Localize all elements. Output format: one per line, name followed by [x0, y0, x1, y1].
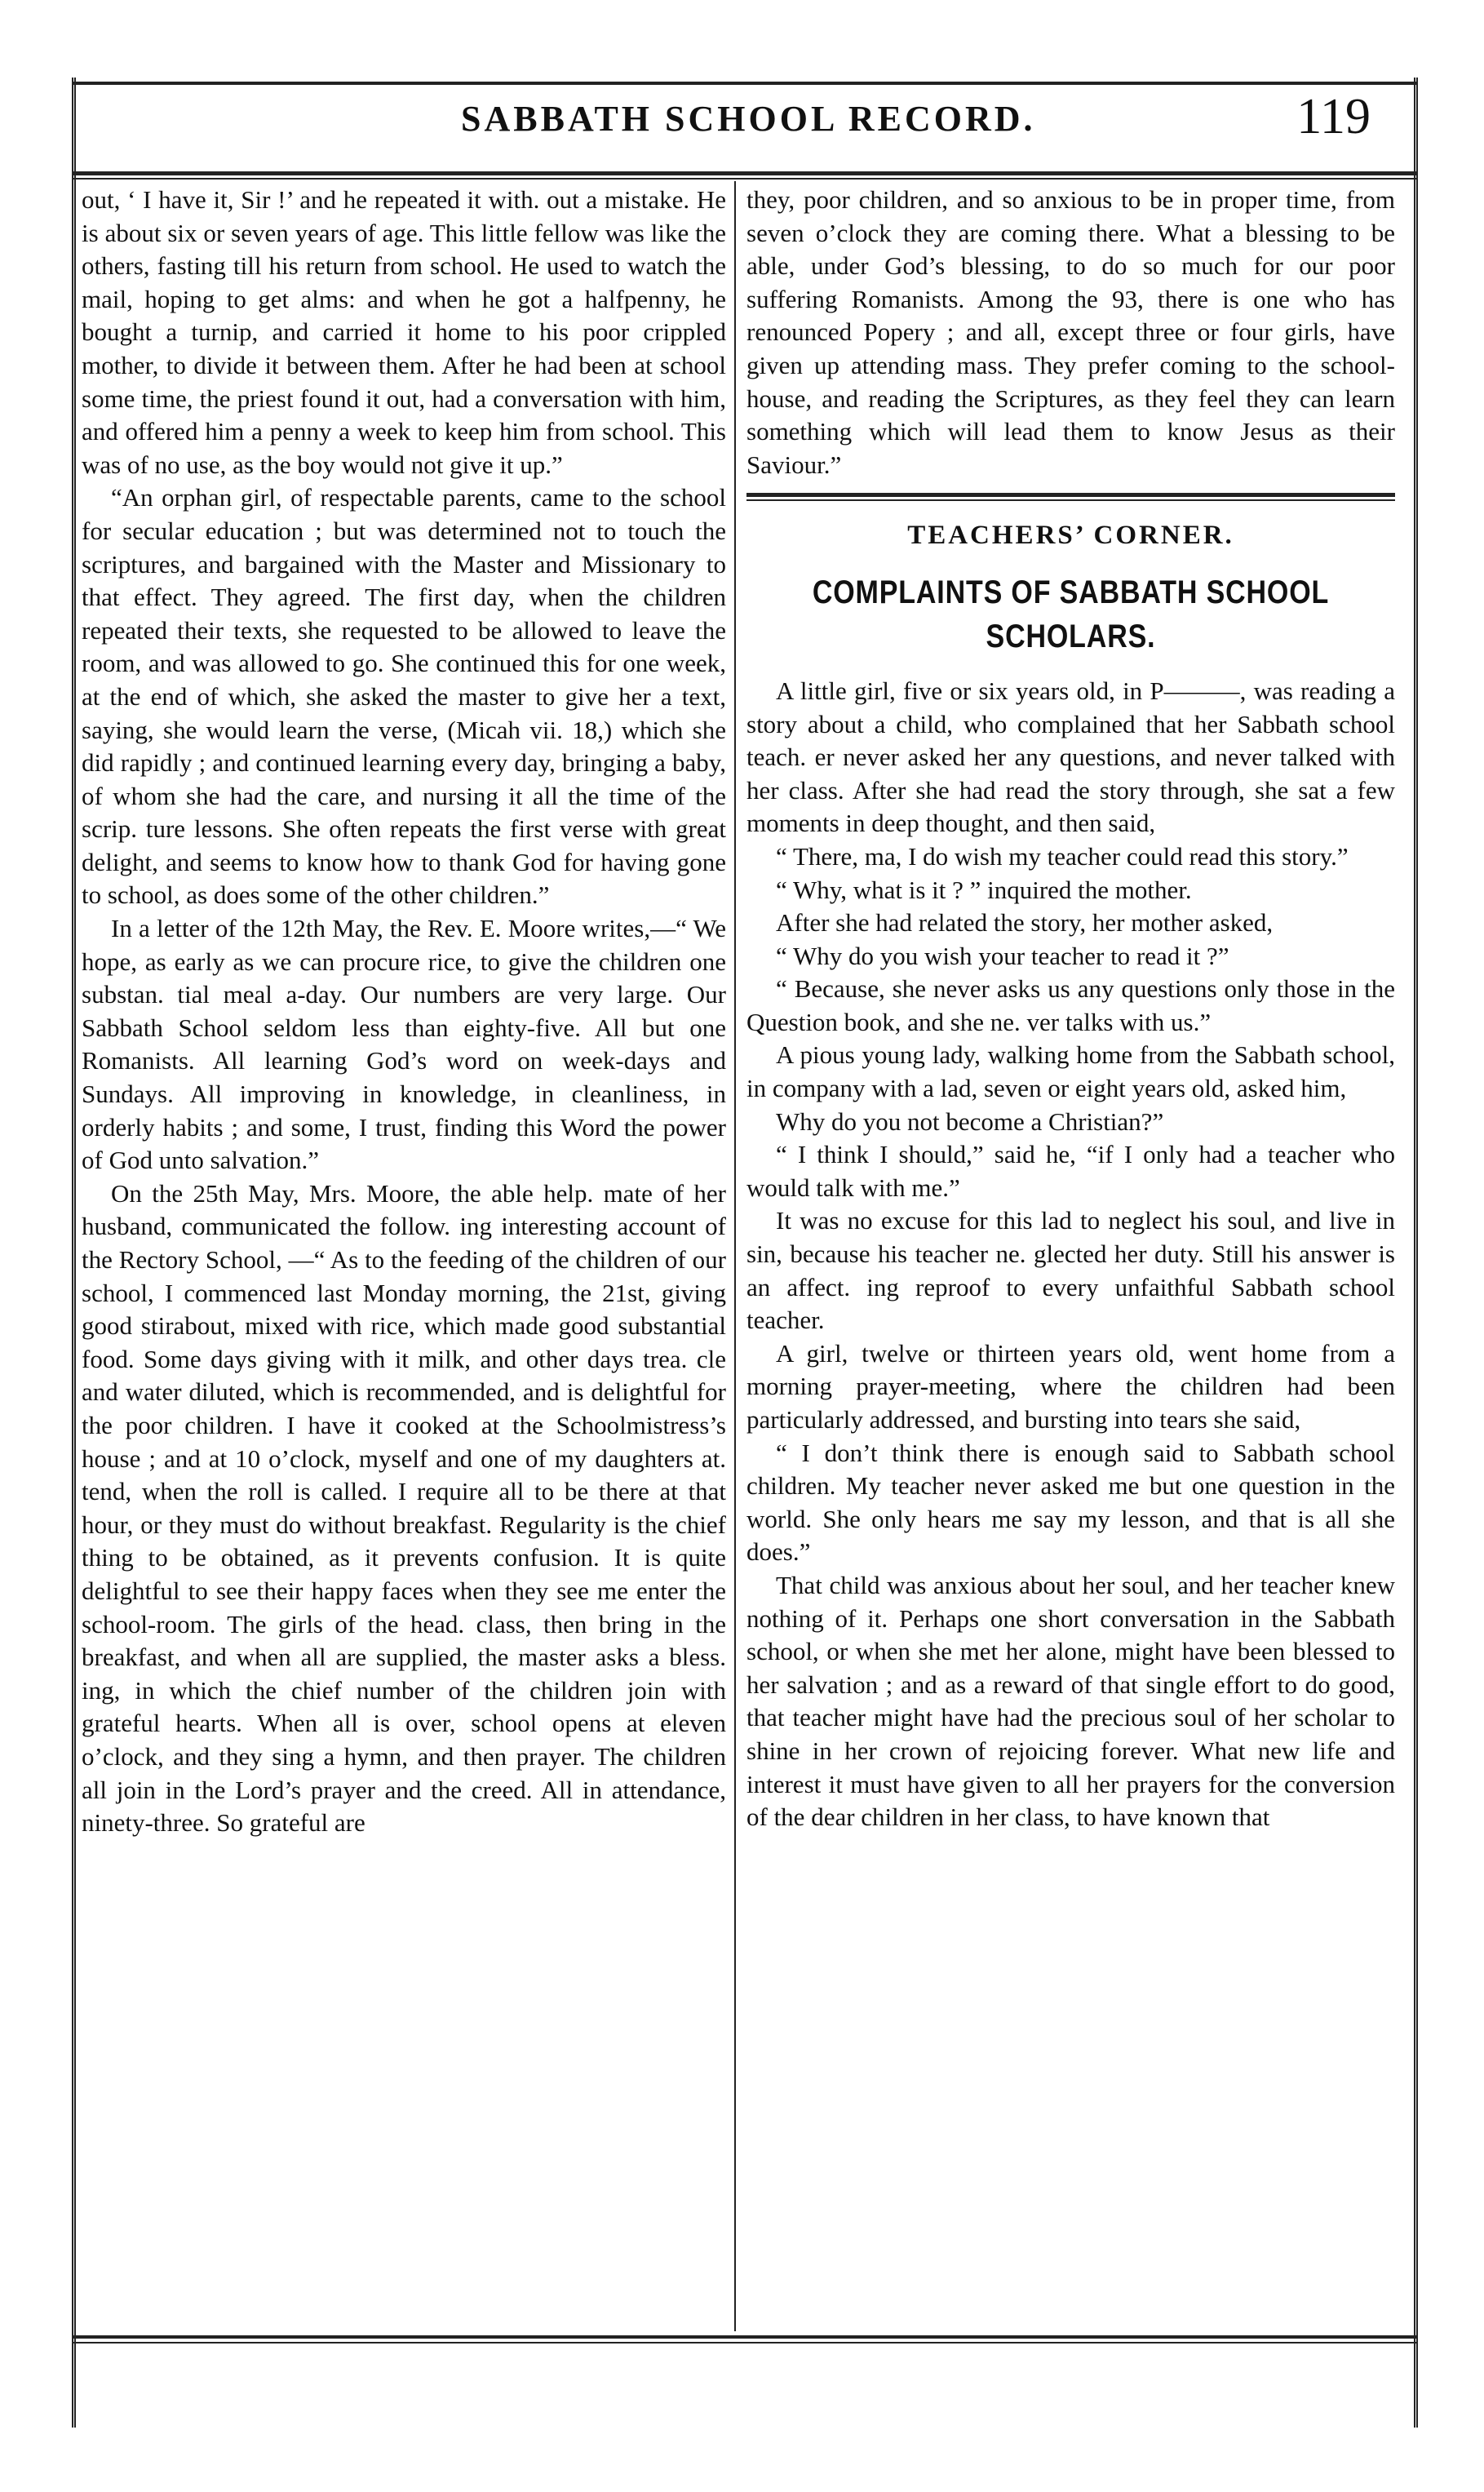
- left-paragraph-3: In a letter of the 12th May, the Rev. E. Moore writes,—“ We hope, as early as we can procure rice, to give the children one substan. tial meal a-day. Our numbers are very large. Our Sabbath School seldom less than eighty-five. All but one Romanists. All learning God’s word on week-days and Sundays. All improving in knowledge, in cleanliness, in orderly habits ; and some, I trust, finding this Word the power of God unto salvation.”: [82, 914, 726, 1175]
- section-separator: [746, 493, 1395, 497]
- right-paragraph-12: “ I don’t think there is enough said to Sabbath school children. My teacher never asked me but one question in the world. She only hears me say my lesson, and that is all she does.”: [746, 1438, 1395, 1567]
- right-paragraph-4: After she had related the story, her mother asked,: [776, 908, 1274, 938]
- right-paragraph-3: “ Why, what is it ? ” inquired the mother.: [776, 875, 1192, 904]
- right-paragraph-9: “ I think I should,” said he, “if I only had a teacher who would talk with me.”: [746, 1140, 1395, 1202]
- running-title: SABBATH SCHOOL RECORD.: [461, 99, 1036, 139]
- left-paragraph-2: “An orphan girl, of respectable parents, came to the school for secular education ; but was determined not to touch the scriptures, and bargained with the Master and Missionary to that effect. They agreed. The first day, when the children repeated their texts, she requested to be allowed to leave the room, and was allowed to go. She continued this for one week, at the end of which, she asked the master to give her a text, saying, she would learn the verse, (Micah vii. 18,) which she did rapidly ; and continued learning every day, bringing a baby, of whom she had the care, and nursing it all the time of the scrip. ture lessons. She often repeats the first verse with great delight, and seems to know how to thank God for having gone to school, as does some of the other children.”: [82, 483, 726, 910]
- right-paragraph-6: “ Because, she never asks us any questions only those in the Question book, and she ne. ver talks with us.”: [746, 974, 1395, 1036]
- footer-rule-thin: [72, 2342, 1418, 2343]
- left-paragraph-1: out, ‘ I have it, Sir !’ and he repeated it with. out a mistake. He is about six or seven years of age. This little fellow was like the others, fasting till his return from school. He used to watch the mail, hoping to get alms: and when he got a halfpenny, he bought a turnip, and carried it home to his poor crippled mother, to divide it between them. After he had been at school some time, the priest found it out, had a conversation with him, and offered him a penny a week to keep him from school. This was of no use, as the boy would not give it up.”: [82, 185, 726, 479]
- right-paragraph-8: Why do you not become a Christian?”: [776, 1106, 1164, 1136]
- header-top-rule: [72, 82, 1418, 85]
- section-separator-thin: [746, 499, 1395, 501]
- article-title-line-2: SCHOLARS.: [986, 618, 1156, 654]
- article-title-line-1: COMPLAINTS OF SABBATH SCHOOL: [812, 574, 1330, 610]
- left-paragraph-4: On the 25th May, Mrs. Moore, the able help. mate of her husband, communicated the follow. ing interesting account of the Rectory School, —“ As to the feeding of the children of our school, I commenced last Monday morning, the 21st, giving good stirabout, mixed with rice, which made good substantial food. Some days giving with it milk, and other days trea. cle and water diluted, which is recommended, and is delightful for the poor children. I have it cooked at the Schoolmistress’s house ; and at 10 o’clock, myself and one of my daughters at. tend, when the roll is called. I require all to be there at that hour, or they must do without breakfast. Regularity is the chief thing to be obtained, as it prevents confusion. It is quite delightful to see their happy faces when they see me enter the school-room. The girls of the head. class, then bring in the breakfast, and when all are supplied, the master asks a bless. ing, in which the chief number of the children join with grateful hearts. When all is over, school opens at eleven o’clock, and they sing a hymn, and then prayer. The children all join in the Lord’s prayer and the creed. All in attendance, ninety-three. So grateful are: [82, 1178, 726, 1838]
- header-bottom-rule: [72, 171, 1418, 175]
- footer-rule: [72, 2335, 1418, 2339]
- section-heading: TEACHERS’ CORNER.: [907, 521, 1234, 551]
- right-paragraph-1: A little girl, five or six years old, in P———, was reading a story about a child, who complained that her Sabbath school teach. er never asked her any questions, and never talked with her class. After she had read the story through, she sat a few moments in deep thought, and then said,: [746, 676, 1395, 838]
- right-paragraph-2: “ There, ma, I do wish my teacher could read this story.”: [776, 841, 1349, 871]
- right-column: [746, 184, 1395, 2321]
- page-header: [90, 88, 1395, 153]
- header-bottom-rule-thin: [72, 178, 1418, 180]
- right-paragraph-5: “ Why do you wish your teacher to read it ?”: [776, 941, 1229, 970]
- page-number: 119: [1296, 89, 1371, 144]
- article-title: [795, 570, 1347, 658]
- column-divider: [734, 181, 736, 2331]
- right-paragraph-11: A girl, twelve or thirteen years old, went home from a morning prayer-meeting, where the children had been particularly addressed, and bursting into tears she said,: [746, 1338, 1395, 1434]
- right-paragraph-10: It was no excuse for this lad to neglect his soul, and live in sin, because his teacher ne. glected her duty. Still his answer is an affect. ing reproof to every unfaithful Sabbath school teacher.: [746, 1206, 1395, 1335]
- left-column: [82, 184, 726, 2321]
- right-paragraph-7: A pious young lady, walking home from the Sabbath school, in company with a lad, seven or eight years old, asked him,: [746, 1040, 1395, 1103]
- right-paragraph-13: That child was anxious about her soul, and her teacher knew nothing of it. Perhaps one short conversation in the Sabbath school, or when she met her alone, might have been blessed to her salvation ; and as a reward of that single effort to do good, that teacher might have had the precious soul of her scholar to shine in her crown of rejoicing forever. What new life and interest it must have given to all her prayers for the conversion of the dear children in her class, to have known that: [746, 1570, 1395, 1832]
- right-intro-paragraph: they, poor children, and so anxious to be in proper time, from seven o’clock they are coming there. What a blessing to be able, under God’s blessing, to do so much for our poor suffering Romanists. Among the 93, there is one who has renounced Popery ; and all, except three or four girls, have given up attending mass. They prefer coming to the school-house, and reading the Scriptures, as they feel they can learn something which will lead them to know Jesus as their Saviour.”: [746, 185, 1395, 479]
